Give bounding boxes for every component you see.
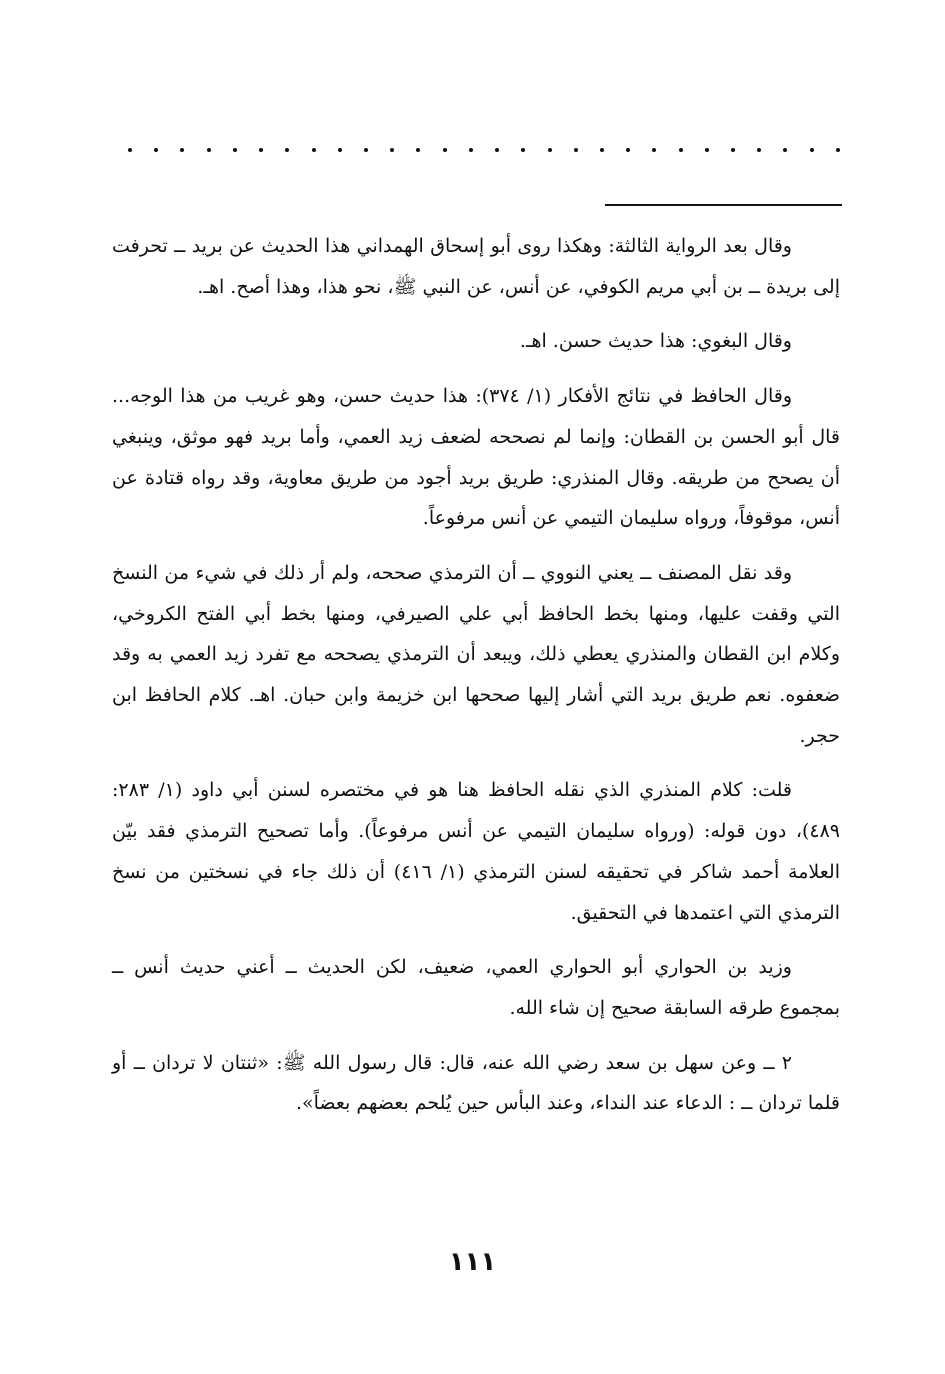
page-number: ١١١ (448, 1247, 497, 1277)
separator-dot (836, 148, 840, 152)
separator-dot (233, 148, 237, 152)
body-text (112, 226, 840, 1124)
separator-dot (443, 148, 447, 152)
paragraph: وقد نقل المصنف ــ يعني النووي ــ أن الترمذي صححه، ولم أر ذلك في شيء من النسخ التي وقفت عليها، ومنها بخط الحافظ أبي علي الصيرفي، ومنها بخط أبي الفتح الكروخي، وكلام ابن القطان والمنذري يعطي ذلك، ويبعد أن الترمذي يصححه مع تفرد زيد العمي به وقد ضعفوه. نعم طريق بريد التي أشار إليها صححها ابن خزيمة وابن حبان. اهـ. كلام الحافظ ابن حجر. (112, 561, 840, 747)
separator-dot (626, 148, 630, 152)
separator-dot (652, 148, 656, 152)
separator-dot (285, 148, 289, 152)
separator-dot (259, 148, 263, 152)
paragraph: وقال بعد الرواية الثالثة: وهكذا روى أبو إسحاق الهمداني هذا الحديث عن بريد ــ تحرفت إلى بريدة ــ بن أبي مريم الكوفي، عن أنس، عن النبي ﷺ، نحو هذا، وهذا أصح. اهـ. (112, 235, 840, 298)
horizontal-rule (605, 204, 842, 206)
separator-dot (705, 148, 709, 152)
separator-dot (600, 148, 604, 152)
separator-dot (180, 148, 184, 152)
dotted-separator (128, 140, 840, 160)
separator-dot (312, 148, 316, 152)
separator-dot (390, 148, 394, 152)
separator-dot (783, 148, 787, 152)
separator-dot (574, 148, 578, 152)
separator-dot (128, 148, 132, 152)
paragraph: قلت: كلام المنذري الذي نقله الحافظ هنا هو في مختصره لسنن أبي داود (١/ ٢٨٣: ٤٨٩)، دون قوله: (ورواه سليمان التيمي عن أنس مرفوعاً). وأما تصحيح الترمذي فقد بيّن العلامة أحمد شاكر في تحقيقه لسنن الترمذي (١/ ٤١٦) أن ذلك جاء في نسختين من نسخ الترمذي التي اعتمدها في التحقيق. (112, 779, 840, 924)
separator-dot (731, 148, 735, 152)
paragraph: وقال الحافظ في نتائج الأفكار (١/ ٣٧٤): هذا حديث حسن، وهو غريب من هذا الوجه... قال أبو الحسن بن القطان: وإنما لم نصححه لضعف زيد العمي، وأما بريد فهو موثق، وينبغي أن يصحح من طريقه. وقال المنذري: طريق بريد أجود من طريق معاوية، وقد رواه قتادة عن أنس، موقوفاً، ورواه سليمان التيمي عن أنس مرفوعاً. (112, 385, 840, 530)
separator-dot (521, 148, 525, 152)
paragraph: وزيد بن الحواري أبو الحواري العمي، ضعيف، لكن الحديث ــ أعني حديث أنس ــ بمجموع طرقه السابقة صحيح إن شاء الله. (112, 956, 840, 1019)
separator-dot (338, 148, 342, 152)
separator-dot (416, 148, 420, 152)
separator-dot (757, 148, 761, 152)
separator-dot (154, 148, 158, 152)
separator-dot (810, 148, 814, 152)
separator-dot (548, 148, 552, 152)
separator-dot (679, 148, 683, 152)
separator-dot (495, 148, 499, 152)
separator-dot (364, 148, 368, 152)
paragraph: ٢ ــ وعن سهل بن سعد رضي الله عنه، قال: قال رسول الله ﷺ: «ثنتان لا تردان ــ أو قلما تردان ــ : الدعاء عند النداء، وعند البأس حين يُلحم بعضهم بعضاً». (112, 1051, 840, 1115)
separator-dot (469, 148, 473, 152)
separator-dot (207, 148, 211, 152)
paragraph: وقال البغوي: هذا حديث حسن. اهـ. (519, 330, 792, 353)
